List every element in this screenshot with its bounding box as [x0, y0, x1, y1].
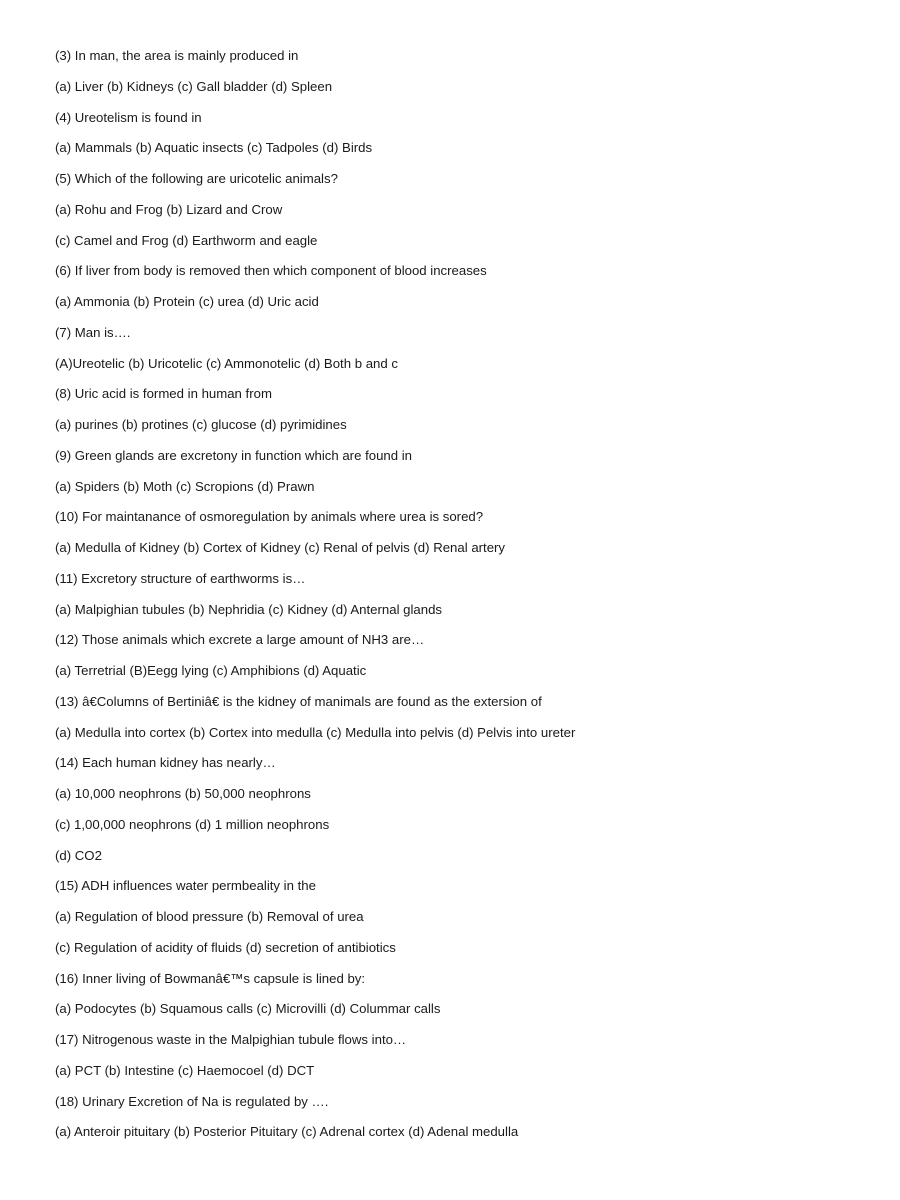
question-5: (5) Which of the following are uricotelic animals?	[55, 171, 338, 186]
question-14: (14) Each human kidney has nearly…	[55, 755, 276, 771]
question-5-options-ab: (a) Rohu and Frog (b) Lizard and Crow	[55, 201, 283, 217]
question-16-options: (a) Podocytes (b) Squamous calls (c) Microvilli (d) Colummar calls	[55, 1001, 441, 1017]
question-9-options: (a) Spiders (b) Moth (c) Scropions (d) Prawn	[55, 478, 315, 494]
question-11-options: (a) Malpighian tubules (b) Nephridia (c) Kidney (d) Anternal glands	[55, 601, 443, 617]
question-14-options-ab: (a) 10,000 neophrons (b) 50,000 neophrons	[55, 786, 311, 801]
question-4-options: (a) Mammals (b) Aquatic insects (c) Tadpoles (d) Birds	[55, 140, 373, 156]
question-15: (15) ADH influences water permbeality in the	[55, 878, 316, 894]
document-page	[55, 46, 875, 1153]
question-8: (8) Uric acid is formed in human from	[55, 386, 272, 402]
question-13-options: (a) Medulla into cortex (b) Cortex into medulla (c) Medulla into pelvis (d) Pelvis into ureter	[55, 724, 576, 740]
question-10: (10) For maintanance of osmoregulation by animals where urea is sored?	[55, 509, 484, 525]
question-9: (9) Green glands are excretony in function which are found in	[55, 447, 412, 463]
question-11: (11) Excretory structure of earthworms is…	[55, 570, 306, 586]
question-13: (13) â€Columns of Bertiniâ€ is the kidney of manimals are found as the extersion of	[55, 693, 542, 709]
question-10-options: (a) Medulla of Kidney (b) Cortex of Kidney (c) Renal of pelvis (d) Renal artery	[55, 540, 506, 555]
question-17-options: (a) PCT (b) Intestine (c) Haemocoel (d) DCT	[55, 1062, 315, 1078]
question-12: (12) Those animals which excrete a large amount of NH3 are…	[55, 632, 425, 648]
question-5-options-cd: (c) Camel and Frog (d) Earthworm and eagle	[55, 232, 318, 248]
question-15-options-ab: (a) Regulation of blood pressure (b) Removal of urea	[55, 909, 364, 924]
question-4: (4) Ureotelism is found in	[55, 109, 202, 125]
question-7: (7) Man is….	[55, 324, 131, 340]
question-16: (16) Inner living of Bowmanâ€™s capsule is lined by:	[55, 970, 366, 986]
question-3: (3) In man, the area is mainly produced in	[55, 48, 299, 63]
question-14-options-cd: (c) 1,00,000 neophrons (d) 1 million neophrons	[55, 816, 330, 832]
question-8-options: (a) purines (b) protines (c) glucose (d) pyrimidines	[55, 417, 347, 432]
question-17: (17) Nitrogenous waste in the Malpighian tubule flows into…	[55, 1032, 407, 1047]
question-12-options: (a) Terretrial (B)Eegg lying (c) Amphibions (d) Aquatic	[55, 663, 367, 678]
question-15-options-cd: (c) Regulation of acidity of fluids (d) secretion of antibiotics	[55, 939, 396, 955]
question-18-options: (a) Anteroir pituitary (b) Posterior Pituitary (c) Adrenal cortex (d) Adenal medulla	[55, 1124, 519, 1140]
question-7-options: (A)Ureotelic (b) Uricotelic (c) Ammonotelic (d) Both b and c	[55, 355, 398, 371]
question-18: (18) Urinary Excretion of Na is regulated by ….	[55, 1093, 329, 1109]
question-6-options: (a) Ammonia (b) Protein (c) urea (d) Uric acid	[55, 294, 319, 309]
question-6: (6) If liver from body is removed then which component of blood increases	[55, 263, 487, 279]
question-3-options: (a) Liver (b) Kidneys (c) Gall bladder (d) Spleen	[55, 78, 333, 94]
stray-option: (d) CO2	[55, 847, 102, 863]
